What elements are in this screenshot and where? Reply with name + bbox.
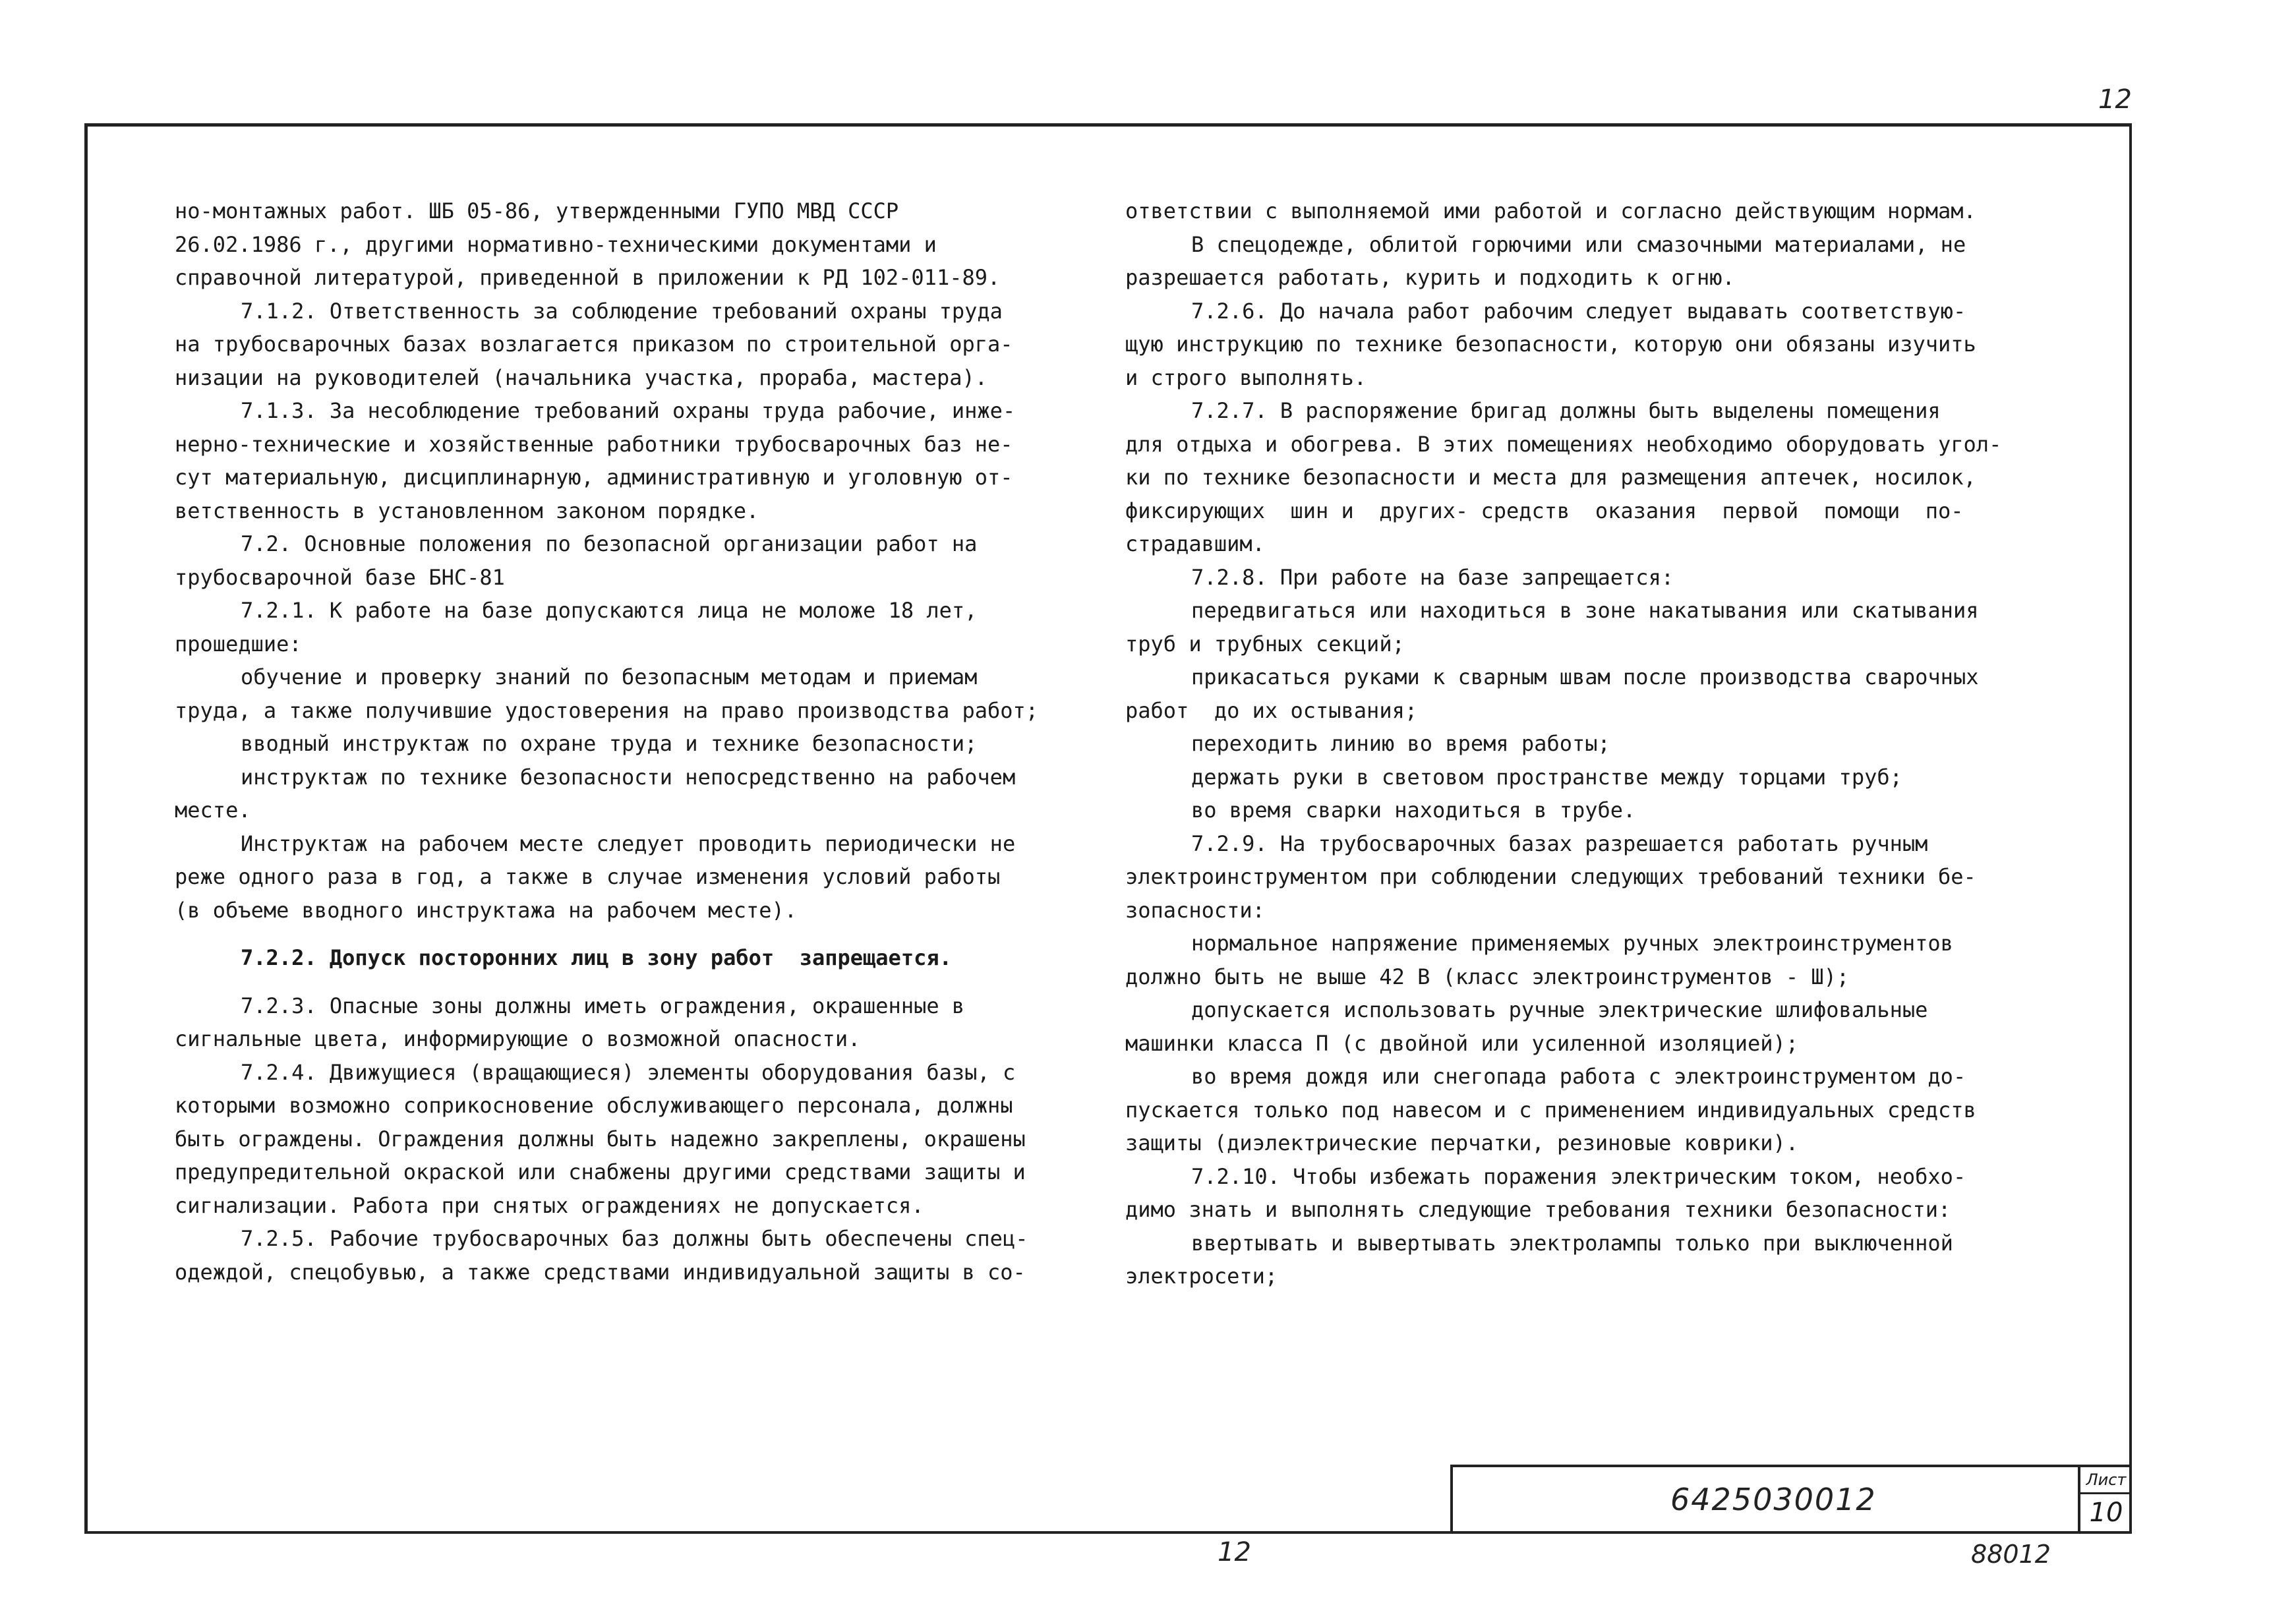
text-line: предупредительной окраской или снабжены другими средствами защиты и <box>175 1159 1026 1184</box>
text-line: сигнальные цвета, информирующие о возможной опасности. <box>175 1026 861 1051</box>
text-line: ответствии с выполняемой ими работой и согласно действующим нормам. <box>1125 198 1976 223</box>
text-line: передвигаться или находиться в зоне накатывания или скатывания <box>1191 598 1979 623</box>
text-line: работ до их остывания; <box>1125 697 1418 723</box>
text-line: зопасности: <box>1125 897 1265 923</box>
text-line: 7.2.5. Рабочие трубосварочных баз должны быть обеспечены спец- <box>241 1226 1028 1251</box>
text-line: 7.2.9. На трубосварочных базах разрешается работать ручным <box>1191 831 1928 856</box>
text-line: фиксирующих шин и других- средств оказания первой помощи по- <box>1125 498 1964 523</box>
left-column <box>175 194 1038 1289</box>
text-line: трубосварочной базе БНС-81 <box>175 564 505 590</box>
sheet-box <box>2078 1467 2132 1534</box>
text-line: пускается только под навесом и с применением индивидуальных средств <box>1125 1097 1976 1122</box>
text-line: справочной литературой, приведенной в приложении к РД 102-011-89. <box>175 265 1001 290</box>
text-line: ввертывать и вывертывать электролампы только при выключенной <box>1191 1230 1953 1256</box>
text-line: 7.2.6. До начала работ рабочим следует выдавать соответствую- <box>1191 298 1966 324</box>
text-line: труда, а также получившие удостоверения на право производства работ; <box>175 697 1039 723</box>
text-line: во время сварки находиться в трубе. <box>1191 798 1636 823</box>
text-line: защиты (диэлектрические перчатки, резиновые коврики). <box>1125 1130 1799 1155</box>
text-line: 7.1.3. За несоблюдение требований охраны труда рабочие, инже- <box>241 398 1016 423</box>
text-line: нормальное напряжение применяемых ручных электроинструментов <box>1191 931 1953 956</box>
sheet-number: 10 <box>2089 1498 2123 1528</box>
text-line: 7.2. Основные положения по безопасной организации работ на <box>241 531 978 556</box>
text-line: но-монтажных работ. ШБ 05-86, утвержденными ГУПО МВД СССР <box>175 198 899 223</box>
text-line: обучение и проверку знаний по безопасным методам и приемам <box>241 664 978 689</box>
sheet-label: Лист <box>2080 1467 2132 1494</box>
top-page-number: 12 <box>2098 84 2132 115</box>
text-line: ветственность в установленном законом порядке. <box>175 498 759 523</box>
text-line: ки по технике безопасности и места для размещения аптечек, носилок, <box>1125 465 1976 490</box>
text-line: машинки класса П (с двойной или усиленной изоляцией); <box>1125 1030 1799 1056</box>
right-column <box>1125 194 2001 1293</box>
text-line: на трубосварочных базах возлагается приказом по строительной орга- <box>175 332 1013 357</box>
text-line: одеждой, спецобувью, а также средствами индивидуальной защиты в со- <box>175 1259 1026 1285</box>
text-line: 26.02.1986 г., другими нормативно-техническими документами и <box>175 231 937 257</box>
document-code: 6425030012 <box>1670 1482 1877 1517</box>
text-line: допускается использовать ручные электрические шлифовальные <box>1191 997 1928 1022</box>
text-line: прикасаться руками к сварным швам после производства сварочных <box>1191 664 1979 689</box>
text-line: димо знать и выполнять следующие требования техники безопасности: <box>1125 1197 1951 1222</box>
text-line: сигнализации. Работа при снятых ограждениях не допускается. <box>175 1192 924 1218</box>
text-line: переходить линию во время работы; <box>1191 731 1610 756</box>
text-line: 7.2.3. Опасные зоны должны иметь ограждения, окрашенные в <box>241 993 965 1018</box>
text-line: нерно-технические и хозяйственные работники трубосварочных баз не- <box>175 431 1013 457</box>
text-line: держать руки в световом пространстве между торцами труб; <box>1191 764 1902 790</box>
text-line: месте. <box>175 798 251 823</box>
text-line: 7.2.10. Чтобы избежать поражения электрическим током, необхо- <box>1191 1163 1966 1189</box>
text-line: должно быть не выше 42 В (класс электроинструментов - Ш); <box>1125 964 1850 989</box>
text-line: быть ограждены. Ограждения должны быть надежно закреплены, окрашены <box>175 1126 1026 1151</box>
text-line: для отдыха и обогрева. В этих помещениях необходимо оборудовать угол- <box>1125 431 2002 457</box>
title-block <box>1450 1465 2132 1534</box>
text-line: электроинструментом при соблюдении следующих требований техники бе- <box>1125 864 1976 889</box>
text-line: 7.2.8. При работе на базе запрещается: <box>1191 564 1674 590</box>
text-line: во время дождя или снегопада работа с электроинструментом до- <box>1191 1064 1966 1089</box>
text-line: сут материальную, дисциплинарную, административную и уголовную от- <box>175 465 1013 490</box>
text-line: вводный инструктаж по охране труда и технике безопасности; <box>241 731 978 756</box>
text-line: электросети; <box>1125 1264 1278 1289</box>
text-line: разрешается работать, курить и подходить к огню. <box>1125 265 1735 290</box>
text-line: 7.2.2. Допуск посторонних лиц в зону работ запрещается. <box>241 945 952 970</box>
text-line: 7.2.4. Движущиеся (вращающиеся) элементы оборудования базы, с <box>241 1059 1016 1085</box>
text-line: страдавшим. <box>1125 531 1265 556</box>
text-line: щую инструкцию по технике безопасности, которую они обязаны изучить <box>1125 332 1976 357</box>
text-line: В спецодежде, облитой горючими или смазочными материалами, не <box>1191 231 1966 257</box>
text-line: низации на руководителей (начальника участка, прораба, мастера). <box>175 364 987 390</box>
text-line: 7.1.2. Ответственность за соблюдение требований охраны труда <box>241 298 1003 324</box>
text-line: 7.2.7. В распоряжение бригад должны быть выделены помещения <box>1191 398 1941 423</box>
text-line: труб и трубных секций; <box>1125 631 1405 656</box>
text-line: реже одного раза в год, а также в случае изменения условий работы <box>175 864 1001 889</box>
text-line: Инструктаж на рабочем месте следует проводить периодически не <box>241 831 1016 856</box>
text-line: инструктаж по технике безопасности непосредственно на рабочем <box>241 764 1016 790</box>
text-line: 7.2.1. К работе на базе допускаются лица не моложе 18 лет, <box>241 598 978 623</box>
text-line: прошедшие: <box>175 631 302 656</box>
text-line: и строго выполнять. <box>1125 364 1367 390</box>
text-line: (в объеме вводного инструктажа на рабочем месте). <box>175 897 798 923</box>
bottom-right-number: 88012 <box>1971 1540 2051 1569</box>
bottom-page-number: 12 <box>1218 1537 1251 1567</box>
text-line: которыми возможно соприкосновение обслуживающего персонала, должны <box>175 1093 1013 1118</box>
